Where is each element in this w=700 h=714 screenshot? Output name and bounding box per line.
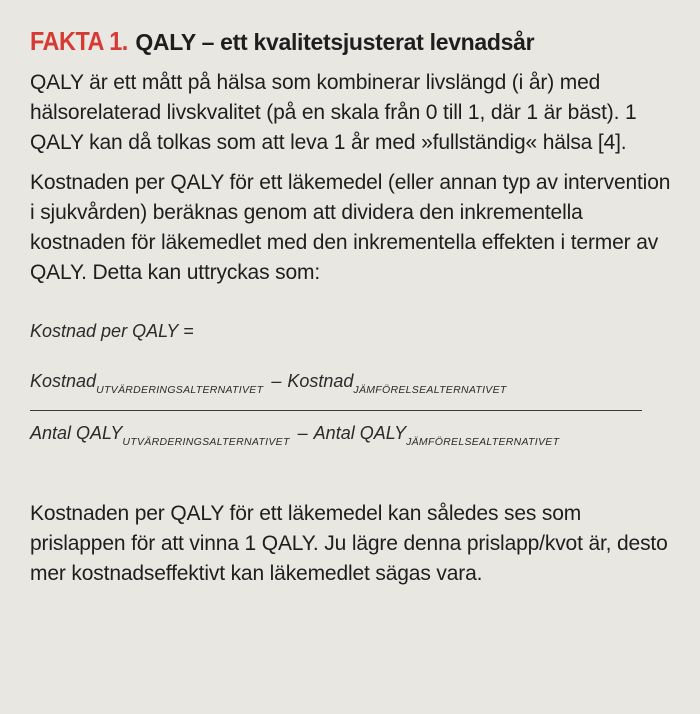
numerator-subscript-2: JÄMFÖRELSEALTERNATIVET <box>353 384 507 396</box>
fact-heading <box>30 28 676 55</box>
paragraph-qaly-definition: QALY är ett mått på hälsa som kombinerar livslängd (i år) med hälsorelaterad livskvalitet (på en skala från 0 till 1, där 1 är bäst). 1 QALY kan då tolkas som att leva 1 år med »fullständig« hälsa [4]. <box>30 71 637 154</box>
numerator-term-1: Kostnad <box>30 371 97 391</box>
paragraph-price-tag: Kostnaden per QALY för ett läkemedel kan således ses som prislappen för att vinna 1 QALY. Ju lägre denna prislapp/kvot är, desto mer kostnadseffektivt kan läkemedlet sägas vara. <box>30 502 668 585</box>
denominator-operator: – <box>297 423 308 443</box>
formula <box>30 311 676 471</box>
numerator-operator: – <box>271 371 282 391</box>
denominator-subscript-1: UTVÄRDERINGSALTERNATIVET <box>122 436 290 448</box>
formula-numerator <box>30 371 507 396</box>
paragraph-cost-per-qaly: Kostnaden per QALY för ett läkemedel (eller annan typ av intervention i sjukvården) beräknas genom att dividera den inkrementella kostnaden för läkemedlet med den inkrementella effekten i termer av QALY. Detta kan uttryckas som: <box>30 171 671 284</box>
formula-label: Kostnad per QALY = <box>30 321 194 341</box>
fact-title: QALY – ett kvalitetsjusterat levnadsår <box>135 29 535 55</box>
formula-denominator <box>30 423 559 448</box>
numerator-term-2: Kostnad <box>287 371 354 391</box>
fact-label: FAKTA 1. <box>30 26 128 56</box>
denominator-term-1: Antal QALY <box>30 423 123 443</box>
fraction-line <box>30 410 642 411</box>
denominator-term-2: Antal QALY <box>313 423 407 443</box>
denominator-subscript-2: JÄMFÖRELSEALTERNATIVET <box>406 436 560 448</box>
numerator-subscript-1: UTVÄRDERINGSALTERNATIVET <box>96 384 264 396</box>
